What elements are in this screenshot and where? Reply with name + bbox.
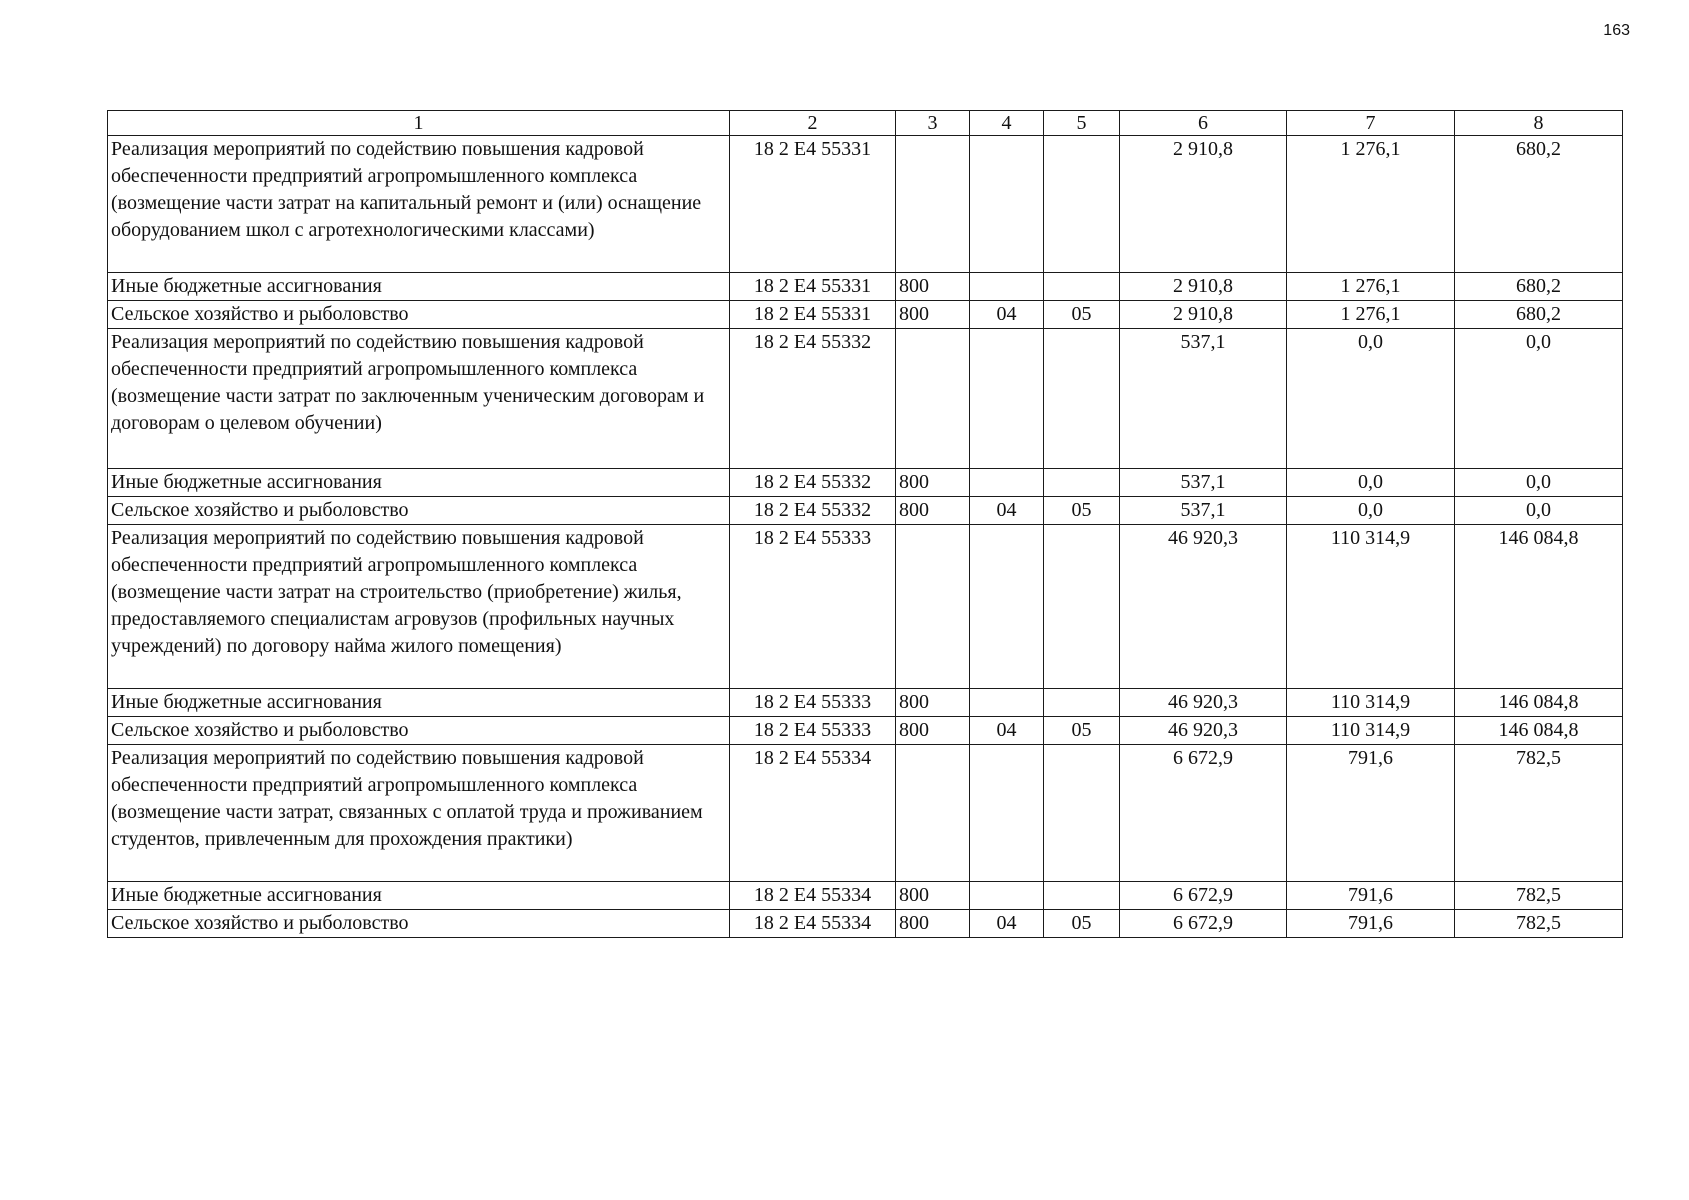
row-code: 18 2 E4 55334 <box>730 745 896 882</box>
row-name: Иные бюджетные ассигнования <box>108 882 730 910</box>
row-section: 04 <box>970 910 1044 938</box>
row-section <box>970 525 1044 689</box>
row-expense-type <box>896 745 970 882</box>
row-amount-1: 2 910,8 <box>1120 136 1287 273</box>
row-code: 18 2 E4 55331 <box>730 301 896 329</box>
row-expense-type: 800 <box>896 497 970 525</box>
row-amount-3: 146 084,8 <box>1455 525 1623 689</box>
row-subsection: 05 <box>1044 497 1120 525</box>
table-row <box>108 689 1623 717</box>
table-row <box>108 882 1623 910</box>
row-section: 04 <box>970 497 1044 525</box>
row-code: 18 2 E4 55333 <box>730 689 896 717</box>
row-name: Сельское хозяйство и рыболовство <box>108 717 730 745</box>
row-amount-3: 0,0 <box>1455 497 1623 525</box>
row-expense-type <box>896 525 970 689</box>
row-amount-2: 791,6 <box>1287 910 1455 938</box>
row-code: 18 2 E4 55334 <box>730 910 896 938</box>
row-expense-type: 800 <box>896 689 970 717</box>
row-name: Сельское хозяйство и рыболовство <box>108 497 730 525</box>
header-cell: 8 <box>1455 111 1623 136</box>
row-name: Реализация мероприятий по содействию повышения кадровой обеспеченности предприятий агропромышленного комплекса (возмещение части затрат по заключенным ученическим договорам и договорам о целевом обучении) <box>108 329 730 469</box>
row-amount-3: 782,5 <box>1455 910 1623 938</box>
row-code: 18 2 E4 55331 <box>730 136 896 273</box>
row-expense-type <box>896 329 970 469</box>
row-section: 04 <box>970 717 1044 745</box>
row-subsection: 05 <box>1044 717 1120 745</box>
row-amount-2: 0,0 <box>1287 469 1455 497</box>
row-subsection <box>1044 525 1120 689</box>
row-name: Сельское хозяйство и рыболовство <box>108 910 730 938</box>
row-amount-1: 6 672,9 <box>1120 745 1287 882</box>
table-row <box>108 745 1623 882</box>
row-amount-3: 782,5 <box>1455 882 1623 910</box>
page-number: 163 <box>1603 22 1630 39</box>
row-name: Сельское хозяйство и рыболовство <box>108 301 730 329</box>
header-cell: 5 <box>1044 111 1120 136</box>
header-cell: 1 <box>108 111 730 136</box>
row-subsection <box>1044 329 1120 469</box>
row-expense-type: 800 <box>896 910 970 938</box>
row-section <box>970 745 1044 882</box>
header-cell: 3 <box>896 111 970 136</box>
row-amount-3: 782,5 <box>1455 745 1623 882</box>
row-amount-2: 791,6 <box>1287 745 1455 882</box>
row-expense-type: 800 <box>896 301 970 329</box>
row-name: Реализация мероприятий по содействию повышения кадровой обеспеченности предприятий агропромышленного комплекса (возмещение части затрат на капитальный ремонт и (или) оснащение оборудованием школ с агротехнологическими классами) <box>108 136 730 273</box>
row-section <box>970 882 1044 910</box>
row-amount-2: 791,6 <box>1287 882 1455 910</box>
header-cell: 4 <box>970 111 1044 136</box>
row-subsection <box>1044 745 1120 882</box>
row-amount-2: 0,0 <box>1287 497 1455 525</box>
row-section <box>970 329 1044 469</box>
row-name: Реализация мероприятий по содействию повышения кадровой обеспеченности предприятий агропромышленного комплекса (возмещение части затрат, связанных с оплатой труда и проживанием студентов, привлеченным для прохождения практики) <box>108 745 730 882</box>
row-expense-type: 800 <box>896 882 970 910</box>
row-amount-2: 1 276,1 <box>1287 273 1455 301</box>
row-amount-1: 537,1 <box>1120 329 1287 469</box>
row-code: 18 2 E4 55334 <box>730 882 896 910</box>
header-cell: 7 <box>1287 111 1455 136</box>
row-section <box>970 469 1044 497</box>
row-section: 04 <box>970 301 1044 329</box>
row-amount-2: 110 314,9 <box>1287 689 1455 717</box>
row-subsection <box>1044 882 1120 910</box>
row-section <box>970 273 1044 301</box>
row-amount-1: 537,1 <box>1120 497 1287 525</box>
row-amount-1: 6 672,9 <box>1120 882 1287 910</box>
row-amount-1: 46 920,3 <box>1120 689 1287 717</box>
row-amount-1: 46 920,3 <box>1120 717 1287 745</box>
row-subsection: 05 <box>1044 301 1120 329</box>
row-code: 18 2 E4 55332 <box>730 329 896 469</box>
row-amount-1: 46 920,3 <box>1120 525 1287 689</box>
table-row <box>108 329 1623 469</box>
table-row <box>108 717 1623 745</box>
row-code: 18 2 E4 55333 <box>730 717 896 745</box>
row-amount-2: 0,0 <box>1287 329 1455 469</box>
row-amount-1: 2 910,8 <box>1120 301 1287 329</box>
header-cell: 6 <box>1120 111 1287 136</box>
row-subsection <box>1044 136 1120 273</box>
table-row <box>108 525 1623 689</box>
row-subsection <box>1044 273 1120 301</box>
row-amount-3: 680,2 <box>1455 301 1623 329</box>
header-row <box>108 111 1623 136</box>
table-row <box>108 136 1623 273</box>
row-name: Иные бюджетные ассигнования <box>108 273 730 301</box>
table-row <box>108 273 1623 301</box>
row-code: 18 2 E4 55332 <box>730 497 896 525</box>
row-code: 18 2 E4 55331 <box>730 273 896 301</box>
row-name: Иные бюджетные ассигнования <box>108 689 730 717</box>
row-expense-type: 800 <box>896 273 970 301</box>
row-amount-1: 2 910,8 <box>1120 273 1287 301</box>
row-expense-type <box>896 136 970 273</box>
row-expense-type: 800 <box>896 469 970 497</box>
row-code: 18 2 E4 55332 <box>730 469 896 497</box>
row-section <box>970 136 1044 273</box>
row-subsection: 05 <box>1044 910 1120 938</box>
row-amount-1: 537,1 <box>1120 469 1287 497</box>
row-amount-2: 1 276,1 <box>1287 136 1455 273</box>
table-row <box>108 469 1623 497</box>
row-amount-3: 146 084,8 <box>1455 717 1623 745</box>
row-expense-type: 800 <box>896 717 970 745</box>
row-amount-3: 146 084,8 <box>1455 689 1623 717</box>
row-amount-2: 110 314,9 <box>1287 525 1455 689</box>
row-amount-3: 680,2 <box>1455 273 1623 301</box>
row-section <box>970 689 1044 717</box>
table-row <box>108 497 1623 525</box>
row-code: 18 2 E4 55333 <box>730 525 896 689</box>
row-amount-3: 0,0 <box>1455 469 1623 497</box>
budget-table <box>107 110 1623 938</box>
row-subsection <box>1044 469 1120 497</box>
row-amount-2: 110 314,9 <box>1287 717 1455 745</box>
row-name: Иные бюджетные ассигнования <box>108 469 730 497</box>
row-amount-1: 6 672,9 <box>1120 910 1287 938</box>
table-row <box>108 910 1623 938</box>
row-amount-2: 1 276,1 <box>1287 301 1455 329</box>
table-row <box>108 301 1623 329</box>
row-subsection <box>1044 689 1120 717</box>
header-cell: 2 <box>730 111 896 136</box>
row-amount-3: 0,0 <box>1455 329 1623 469</box>
row-name: Реализация мероприятий по содействию повышения кадровой обеспеченности предприятий агропромышленного комплекса (возмещение части затрат на строительство (приобретение) жилья, предоставляемого специалистам агровузов (профильных научных учреждений) по договору найма жилого помещения) <box>108 525 730 689</box>
row-amount-3: 680,2 <box>1455 136 1623 273</box>
